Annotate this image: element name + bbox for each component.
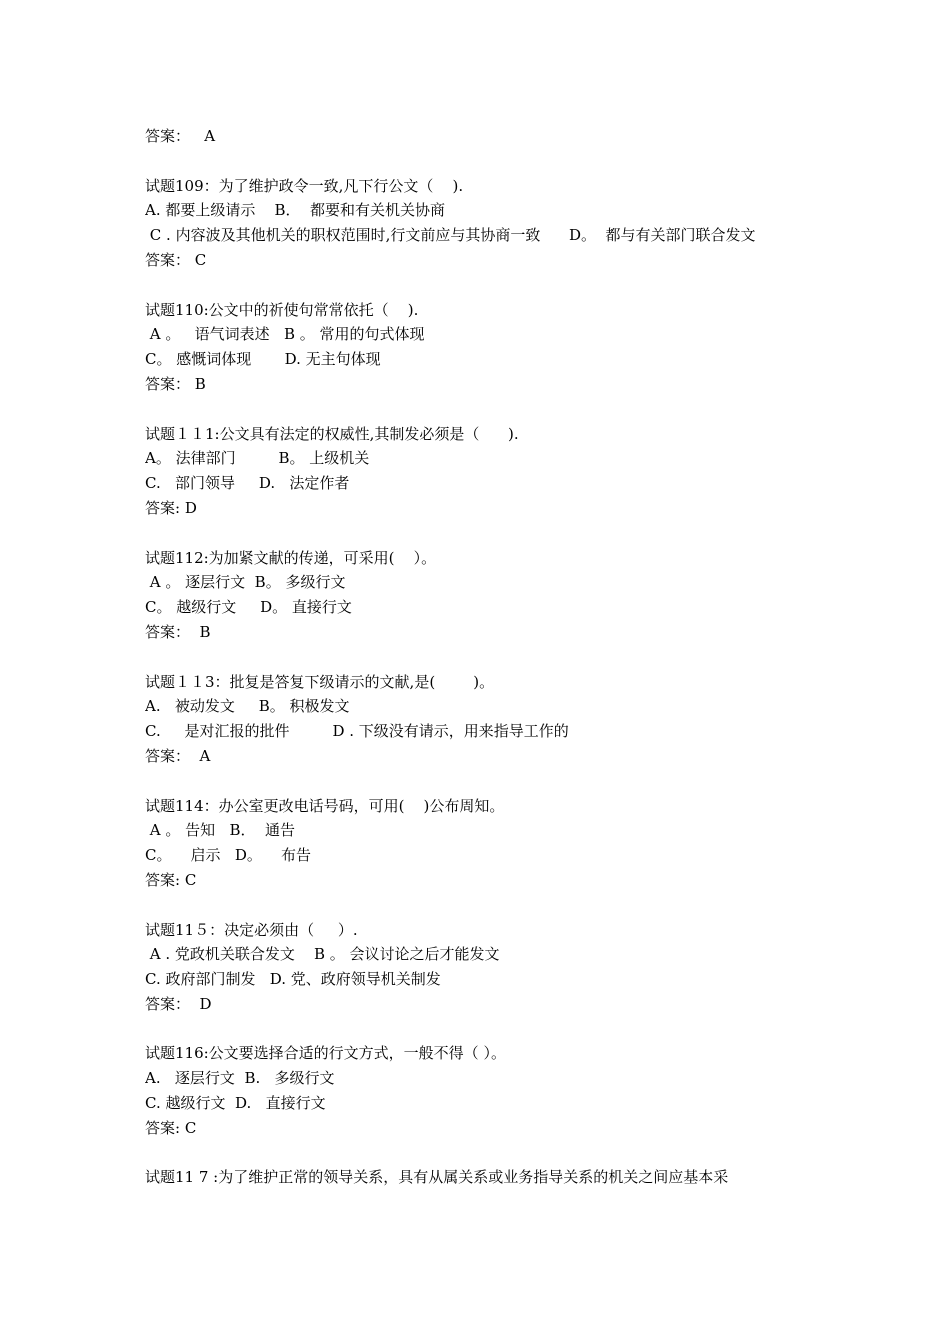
options-line: C. 政府部门制发 D. 党、政府领导机关制发 — [145, 970, 441, 989]
options-line: A. 逐层行文 B. 多级行文 — [145, 1069, 335, 1088]
options-line: A。 法律部门 B。 上级机关 — [145, 449, 370, 468]
question-114: 试题114：办公室更改电话号码，可用( )公布周知。 — [145, 796, 505, 815]
document-page — [145, 124, 815, 1190]
spacer — [145, 397, 815, 422]
question-109: 试题109：为了维护政令一致,凡下行公文（ ). — [145, 176, 464, 195]
answer-line: 答案： B — [145, 622, 211, 641]
spacer — [145, 645, 815, 670]
answer-line: 答案: C — [145, 1118, 197, 1137]
options-line: A 。 逐层行文 B。 多级行文 — [145, 573, 346, 592]
spacer — [145, 149, 815, 174]
answer-line: 答案: C — [145, 870, 197, 889]
question-111: 试题１１1:公文具有法定的权威性,其制发必须是（ ). — [145, 424, 519, 443]
answer-line: 答案： A — [145, 127, 216, 145]
question-110: 试题110:公文中的祈使句常常依托（ ). — [145, 300, 419, 319]
answer-line: 答案： B — [145, 374, 206, 393]
answer-line: 答案： A — [145, 746, 211, 765]
spacer — [145, 893, 815, 918]
spacer — [145, 273, 815, 298]
spacer — [145, 1017, 815, 1042]
options-line: C。 越级行文 D。 直接行文 — [145, 598, 352, 617]
spacer — [145, 521, 815, 546]
options-line: C . 内容波及其他机关的职权范围时,行文前应与其协商一致 D。 都与有关部门联合发文 — [145, 226, 756, 245]
answer-line: 答案： D — [145, 994, 212, 1013]
options-line: A 。 告知 B． 通告 — [145, 821, 296, 840]
question-116: 试题116:公文要选择合适的行文方式，一般不得（ ）。 — [145, 1044, 506, 1063]
answer-line: 答案： C — [145, 250, 207, 269]
spacer — [145, 769, 815, 794]
options-line: A . 党政机关联合发文 B 。 会议讨论之后才能发文 — [145, 945, 500, 964]
options-line: A 。 语气词表述 B 。 常用的句式体现 — [145, 325, 425, 344]
options-line: C。 感慨词体现 D. 无主句体现 — [145, 350, 381, 369]
answer-line: 答案: D — [145, 498, 197, 517]
options-line: A. 都要上级请示 B． 都要和有关机关协商 — [145, 201, 446, 220]
question-113: 试题１１3：批复是答复下级请示的文献,是( )。 — [145, 672, 495, 691]
spacer — [145, 1141, 815, 1166]
options-line: C. 越级行文 D. 直接行文 — [145, 1094, 326, 1113]
options-line: C。 启示 D。 布告 — [145, 846, 311, 865]
question-115: 试题11５：决定必须由（ ）. — [145, 920, 358, 939]
question-117: 试题11 7 :为了维护正常的领导关系，具有从属关系或业务指导关系的机关之间应基本采 — [145, 1168, 729, 1187]
options-line: C. 是对汇报的批件 D . 下级没有请示，用来指导工作的 — [145, 722, 569, 741]
options-line: C. 部门领导 D. 法定作者 — [145, 474, 350, 493]
options-line: A. 被动发文 B。 积极发文 — [145, 697, 350, 716]
question-112: 试题112:为加紧文献的传递，可采用( ）。 — [145, 548, 437, 567]
